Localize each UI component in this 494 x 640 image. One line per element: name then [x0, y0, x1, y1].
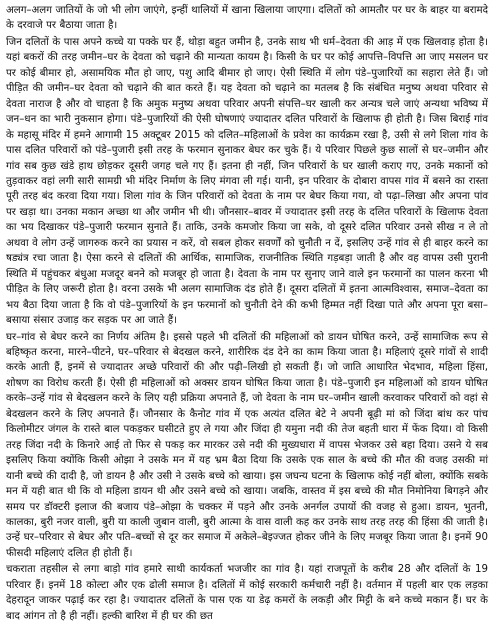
paragraph-village-profile: चकराता तहसील से लगा बाड़ो गांव हमारे साथी कार्यकर्ता भजजीर का गांव है। यहां राजपूतों के करीब 28 और दलितों के 19 परिवार हैं। इनमें 18 कोल्टा और एक ढोली समाज है। दलितों में कोई सरकारी कर्मचारी नहीं है। वर्तमान में पहली बार एक लड़का देहरादून जाकर पढ़ाई कर रहा है। ज्यादातर दलितों के पास एक या डेढ़ कमरों के लकड़ी और मिट्टी के बने कच्चे मकान हैं। घर के बाद आंगन तो है ही नहीं। हल्की बारिश में ही घर की छत: [6, 564, 488, 622]
paragraph-land-deity: जिन दलितों के पास अपने कच्चे या पक्के घर हैं, थोड़ा बहुत जमीन है, उनके साथ भी धर्म–देवता की आड़ में एक खिलवाड़ होता है। यहां बकरों की तरह जमीन–घर के देवता को चढ़ाने की मान्यता कायम है। किसी के घर पर कोई आपत्ति–विपत्ति आ जाए मसलन घर पर कोई बीमार हो, असामयिक मौत हो जाए, पशु आदि बीमार हो जाए। ऐसी स्थिति में लोग पंडे–पुजारियों का सहारा लेते हैं। जो पीड़ित की जमीन–घर देवता को चढ़ाने की बात करते हैं। यह देवता को चढ़ाने का मतलब है कि संबंधित मनुष्य अथवा परिवार से देवता नाराज है और वो चाहता है कि अमुक मनुष्य अथवा परिवार अपनी संपत्ति–घर खाली कर अन्यत्र चले जाएं अन्यथा भविष्य में जन–धन का भारी नुकसान होगा। पंडे–पुजारियों की ऐसी घोषणाएं ज्यादातर दलित परिवारों के खिलाफ ही होती है। जिस बिराई गांव के महासू मंदिर में हमने आगामी 15 अक्टूबर 2015 को दलित–महिलाओं के प्रवेश का कार्यक्रम रखा है, उसी से लगे शिला गांव के पास दलित परिवारों को पंडे–पुजारी इसी तरह के फरमान सुनाकर बेघर कर चुके हैं। ये परिवार पिछले कुछ सालों से घर–जमीन और गांव सब कुछ खंडे हाथ छोड़कर दूसरी जगह चले गए हैं। इतना ही नहीं, जिन परिवारों के घर खाली कराए गए, उनके मकानों को तुड़वाकर वहां लगी सारी सामग्री भी मंदिर निर्माण के लिए मंगवा ली गई। यानी, इन परिवार के दोबारा वापस गांव में बसने का रास्ता पूरी तरह बंद करवा दिया गया। शिला गांव के जिन परिवारों को देवता के नाम पर बेघर किया गया, वो पढ़ा–लिखा और अपना पांव पर खड़ा था। उनका मकान अच्छा था और जमीन भी थी। जौनसार–बावर में ज्यादातर इसी तरह के दलित परिवारों के खिलाफ देवता का भय दिखाकर पंडे–पुजारी फरमान सुनाते हैं। ताकि, उनके कमजोर किया जा सके, वो दूसरे दलित परिवार उनसे सीख न ले तो अथवा वे लोग उन्हें जागरुक करने का प्रयास न करें, वो सबल होकर सवर्णों को चुनौती न दें, इसलिए उन्हें गांव से ही बाहर करने का षड्यंत्र रचा जाता है। ऐसा करने से दलितों की आर्थिक, सामाजिक, राजनीतिक स्थिति गड़बड़ा जाती है और वह वापस उसी पुरानी स्थिति में पहुंचकर बंधुआ मजदूर बनने को मजबूर हो जाता है। देवता के नाम पर सुनाए जाने वाले इन फरमानों का पालन करना भी पीड़ित के लिए जरूरी होता है। वरना उसके भी अलग सामाजिक दंड होते हैं। दूसरा दलितों में इतना आत्मविश्वास, समाज–देवता का भय बैठा दिया जाता है कि वो पंडे–पुजारियों के इन फरमानों को चुनौती देने की कभी हिम्मत नहीं दिखा पाते और अपना पूरा बसा–बसाया संसार उजाड़ कर सड़क पर आ जाते हैं।: [6, 36, 488, 327]
paragraph-intro: अलग–अलग जातियों के जो भी लोग जाएंगे, इन्हीं थालियों में खाना खिलाया जाएगा। दलितों को आमतौर पर घर के बाहर या बरामदे के दरवाजे पर बैठाया जाता है।: [6, 5, 488, 32]
paragraph-witch-branding: घर–गांव से बेघर करने का निर्णय अंतिम है। इससे पहले भी दलितों की महिलाओं को डायन घोषित करने, उन्हें सामाजिक रूप से बहिष्कृत करना, मारने–पीटने, घर–परिवार से बेदखल करने, शारीरिक दंड देने का काम किया जाता है। महिलाएं दूसरे गांवों से शादी करके आती हैं, इनमें से ज्यादातर अच्छे परिवारों की और पढ़ी–लिखी हो सकती हैं। जो जाति आधारित भेदभाव, महिला हिंसा, शोषण का विरोध करती हैं। ऐसी ही महिलाओं को अक्सर डायन घोषित किया जाता है। पंडे–पुजारी इन महिलाओं को डायन घोषित करके–उन्हें गांव से बेदखलन करने के लिए यही प्रक्रिया अपनाते हैं, जो देवता के नाम घर–जमीन खाली करवाकर परिवारों को वहां से बेदखलन करने के लिए अपनाते हैं। जौनसार के कैनोट गांव में एक अत्यंत दलित बेटे ने अपनी बूढ़ी मां को जिंदा बांध कर पांच किलोमीटर जंगल के रास्ते बाल पकड़कर घसीटते हुए ले गया और जिंदा ही यमुना नदी की तेज बहती धारा में फेंक दिया। वो किसी तरह जिंदा नदी के किनारे आई तो फिर से पकड़ कर मारकर उसे नदी की मुख्यधारा में वापस भेजकर उसे बहा दिया। उसने ये सब इसलिए किया क्योंकि किसी ओझा ने उसके मन में यह भ्रम बैठा दिया कि उसके एक साल के बच्चे की मौत की वजह उसकी मां यानी बच्चे की दादी है, जो डायन है और उसी ने उसके बच्चे को खाया। इस जघन्य घटना के खिलाफ कोई नहीं बोला, क्योंकि सबके मन में यही बात थी कि वो महिला डायन थी और उसने बच्चे को खाया। जबकि, वास्तव में इस बच्चे की मौत निमोनिया बिगड़ने और समय पर डॉक्टरी इलाज की बजाय पंडे–ओझा के चक्कर में पड़ने और उनके अनर्गल उपायों की वजह से हुआ। डायन, भुतनी, कालका, बुरी नजर वाली, बुरी या काली जुबान वाली, बुरी आत्मा के वास वाली कह कर उनके साथ तरह तरह की हिंसा की जाती है। उन्हें घर–परिवार से बेघर और पति–बच्चों से दूर कर समाज में अकेले–बेइज्जत होकर जीने के लिए मजबूर किया जाता है। इनमें 90 फीसदी महिलाएं दलित ही होती हैं।: [6, 331, 488, 559]
